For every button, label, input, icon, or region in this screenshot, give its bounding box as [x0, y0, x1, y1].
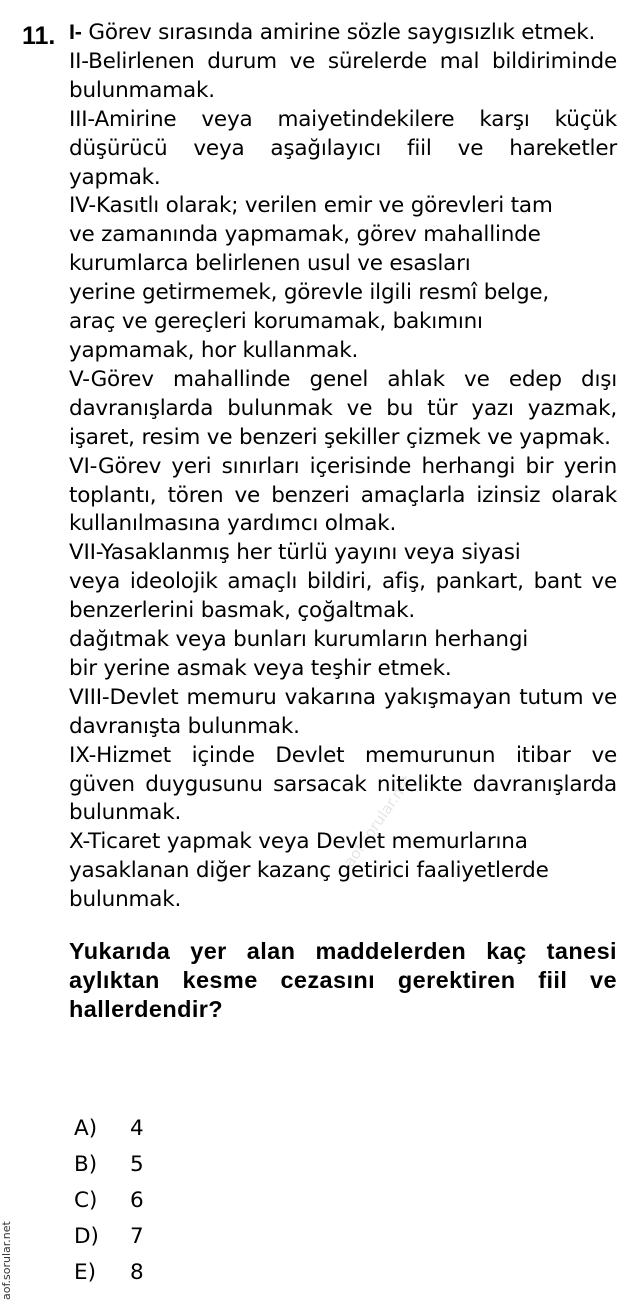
option-value: 8 [130, 1259, 144, 1285]
item-9: IX-Hizmet içinde Devlet memurunun itibar ve güven duygusunu sarsacak nitelikte davranışlarda bulunmak. [69, 742, 617, 826]
item-10: X-Ticaret yapmak veya Devlet memurlarına yasaklanan diğer kazanç getirici faaliyetlerde bulunmak. [69, 829, 549, 913]
question-body [69, 18, 617, 1024]
item-4: IV-Kasıtlı olarak; verilen emir ve görevleri tam ve zamanında yapmamak, görev mahallinde kurumlarca belirlenen usul ve esasları yerine getirmemek, görevle ilgili resmî belge, araç ve gereçleri korumamak, bakımını yapmamak, hor kullanmak. [69, 193, 553, 363]
option-d[interactable] [74, 1218, 144, 1254]
option-letter: E) [74, 1259, 96, 1285]
side-watermark: aof.sorular.net [0, 1221, 13, 1300]
item-text: Görev sırasında amirine sözle saygısızlık etmek. [81, 20, 596, 45]
item-6: VI-Görev yeri sınırları içerisinde herhangi bir yerin toplantı, tören ve benzeri amaçlarla izinsiz olarak kullanılmasına yardımcı olmak. [69, 453, 617, 537]
option-letter: A) [74, 1115, 98, 1141]
item-3: III-Amirine veya maiyetindekilere karşı küçük düşürücü veya aşağılayıcı fiil ve hareketler yapmak. [69, 106, 617, 190]
option-b[interactable] [74, 1146, 144, 1182]
option-value: 4 [130, 1115, 144, 1141]
question-prompt: Yukarıda yer alan maddelerden kaç tanesi aylıktan kesme cezasını gerektiren fiil ve hallerdendir? [69, 938, 617, 1023]
item-2: II-Belirlenen durum ve sürelerde mal bildiriminde bulunmamak. [69, 48, 617, 103]
item-label: I- [69, 20, 82, 44]
option-value: 7 [130, 1223, 144, 1249]
option-letter: D) [74, 1223, 99, 1249]
option-e[interactable] [74, 1254, 144, 1290]
item-8: VIII-Devlet memuru vakarına yakışmayan tutum ve davranışta bulunmak. [69, 684, 617, 739]
item-7: VII-Yasaklanmış her türlü yayını veya siyasi veya ideolojik amaçlı bildiri, afiş, pankart, bant ve benzerlerini basmak, çoğaltmak. dağıtmak veya bunları kurumların herhangi bir yerine asmak veya teşhir etmek. [69, 540, 617, 681]
option-letter: B) [74, 1151, 98, 1177]
answer-options [74, 1110, 144, 1290]
item-5: V-Görev mahallinde genel ahlak ve edep dışı davranışlarda bulunmak ve bu tür yazı yazmak, işaret, resim ve benzeri şekiller çizmek ve yapmak. [69, 366, 617, 450]
item-1 [69, 18, 617, 48]
option-value: 6 [130, 1187, 144, 1213]
option-value: 5 [130, 1151, 144, 1177]
question-number: 11. [22, 22, 56, 50]
option-c[interactable] [74, 1182, 144, 1218]
center-watermark: aof.sorular.net [340, 771, 417, 871]
option-a[interactable] [74, 1110, 144, 1146]
option-letter: C) [74, 1187, 98, 1213]
